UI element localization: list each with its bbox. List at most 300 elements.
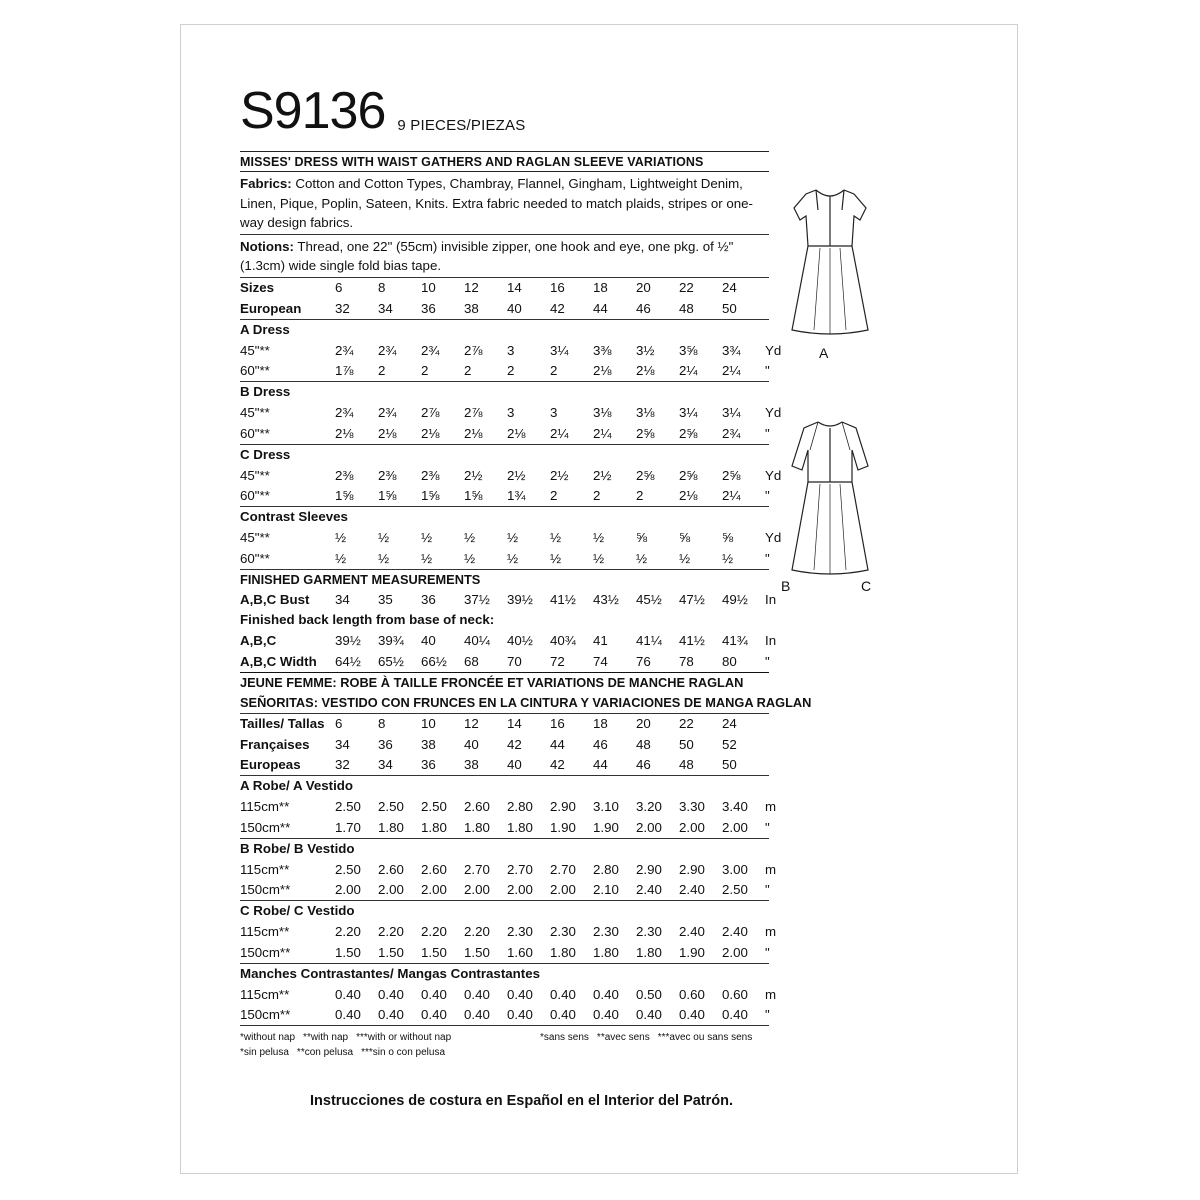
value-cell: 2.00 — [421, 882, 447, 898]
value-cell: 3.30 — [679, 799, 705, 815]
unit-cell: " — [765, 488, 770, 504]
value-cell: 37½ — [464, 592, 490, 608]
value-cell: 2.20 — [335, 924, 361, 940]
value-cell: 1⅞ — [335, 363, 354, 379]
value-cell: 1.50 — [464, 944, 490, 960]
unit-cell: " — [765, 363, 770, 379]
footnote: ***sin o con pelusa — [361, 1047, 446, 1058]
value-cell: 2 — [421, 363, 429, 379]
value-cell: 8 — [378, 280, 386, 296]
value-cell: 2¾ — [335, 405, 354, 421]
row-label: Françaises — [240, 736, 310, 752]
pattern-title: MISSES' DRESS WITH WAIST GATHERS AND RAGLAN SLEEVE VARIATIONS — [240, 151, 769, 172]
value-cell: 2¼ — [722, 488, 741, 504]
value-cell: 3.20 — [636, 799, 662, 815]
notions-label: Notions: — [240, 238, 294, 254]
value-cell: 2¾ — [335, 342, 354, 358]
row-label: 115cm** — [240, 986, 290, 1002]
value-cell: 48 — [636, 736, 651, 752]
section-title: C Robe/ C Vestido — [240, 903, 355, 918]
value-cell: 46 — [636, 757, 651, 773]
yardage-row — [240, 423, 769, 444]
value-cell: 0.40 — [378, 986, 404, 1002]
yardage-row — [240, 548, 769, 569]
footnote: **with nap — [303, 1032, 349, 1043]
value-cell: 2.40 — [679, 882, 705, 898]
footnote: *sin pelusa — [240, 1047, 289, 1058]
value-cell: 2.30 — [636, 924, 662, 940]
value-cell: 32 — [335, 300, 350, 316]
section-title: Contrast Sleeves — [240, 509, 348, 524]
value-cell: 10 — [421, 716, 436, 732]
value-cell: 3¼ — [722, 405, 741, 421]
value-cell: 41¾ — [722, 633, 748, 649]
value-cell: 0.40 — [464, 986, 490, 1002]
pieces-count: 9 PIECES/PIEZAS — [397, 117, 526, 134]
value-cell: 50 — [722, 757, 737, 773]
footnotes-right-line1 — [540, 1030, 769, 1045]
unit-cell: m — [765, 986, 777, 1002]
value-cell: 2.50 — [335, 799, 361, 815]
value-cell: 2 — [464, 363, 472, 379]
yardage-section — [240, 445, 782, 508]
value-cell: 16 — [550, 280, 565, 296]
value-cell: 40 — [507, 757, 522, 773]
value-cell: 38 — [464, 300, 479, 316]
value-cell: ½ — [335, 530, 347, 546]
value-cell: 40 — [464, 736, 479, 752]
value-cell: 3.00 — [722, 861, 748, 877]
value-cell: 2.00 — [679, 819, 705, 835]
fabrics-label: Fabrics: — [240, 176, 292, 191]
value-cell: 2⅝ — [636, 467, 655, 483]
section-title: B Robe/ B Vestido — [240, 840, 355, 856]
value-cell: 2 — [378, 363, 386, 379]
value-cell: 3⅛ — [593, 405, 612, 421]
section-title: Manches Contrastantes/ Mangas Contrastantes — [240, 965, 540, 981]
value-cell: 2⅜ — [335, 467, 354, 483]
value-cell: 1.80 — [464, 819, 490, 835]
value-cell: 2.80 — [593, 861, 619, 877]
value-cell: 68 — [464, 653, 479, 669]
row-label: 60"** — [240, 550, 270, 566]
value-cell: 2.20 — [464, 924, 490, 940]
metric-yardage-row — [240, 880, 769, 901]
row-label: 60"** — [240, 425, 270, 441]
value-cell: 2.40 — [636, 882, 662, 898]
dress-bc-illustration — [780, 410, 880, 580]
value-cell: 20 — [636, 716, 651, 732]
row-label: 60"** — [240, 363, 270, 379]
value-cell: 3⅜ — [593, 342, 612, 358]
value-cell: 34 — [335, 592, 350, 608]
value-cell: 0.40 — [593, 986, 619, 1002]
value-cell: 1.90 — [593, 819, 619, 835]
value-cell: 2.00 — [636, 819, 662, 835]
value-cell: 0.60 — [679, 986, 705, 1002]
yardage-section — [240, 507, 782, 570]
row-label: 45"** — [240, 342, 270, 358]
value-cell: ⅝ — [679, 530, 691, 546]
value-cell: ½ — [421, 530, 433, 546]
value-cell: 2.00 — [722, 819, 748, 835]
value-cell: 47½ — [679, 592, 705, 608]
yardage-row — [240, 465, 782, 486]
value-cell: 34 — [378, 300, 393, 316]
back-length-row — [240, 631, 777, 652]
figure-label-c: C — [861, 578, 872, 594]
row-label: 45"** — [240, 405, 270, 421]
value-cell: 2.60 — [464, 799, 490, 815]
value-cell: 39½ — [507, 592, 533, 608]
value-cell: ½ — [421, 550, 433, 566]
row-label: A,B,C Width — [240, 653, 317, 669]
value-cell: 36 — [378, 736, 393, 752]
value-cell: 0.40 — [550, 986, 576, 1002]
value-cell: 80 — [722, 653, 737, 669]
metric-yardage-table — [240, 776, 777, 1026]
value-cell: ½ — [335, 550, 347, 566]
europeas-row — [240, 755, 769, 776]
value-cell: 2.70 — [464, 861, 490, 877]
header — [240, 82, 769, 140]
metric-yardage-section — [240, 839, 777, 902]
tailles-row — [240, 714, 769, 735]
metric-yardage-section — [240, 964, 777, 1026]
value-cell: 49½ — [722, 592, 748, 608]
section-title: A Robe/ A Vestido — [240, 778, 354, 793]
value-cell: 40¾ — [550, 633, 576, 649]
value-cell: 39¾ — [378, 633, 404, 649]
value-cell: ½ — [507, 550, 519, 566]
value-cell: 2.50 — [335, 861, 361, 877]
metric-yardage-row — [240, 922, 777, 943]
value-cell: 66½ — [421, 653, 447, 669]
value-cell: 24 — [722, 280, 737, 296]
value-cell: 65½ — [378, 653, 404, 669]
value-cell: 2.00 — [550, 882, 576, 898]
value-cell: 3¼ — [679, 405, 698, 421]
row-label: 115cm** — [240, 799, 290, 815]
value-cell: 0.40 — [464, 1007, 490, 1023]
value-cell: 41 — [593, 633, 608, 649]
unit-cell: m — [765, 861, 777, 877]
yardage-section — [240, 320, 782, 383]
footnote: *sans sens — [540, 1032, 589, 1043]
value-cell: ½ — [550, 550, 562, 566]
notions-paragraph — [240, 235, 769, 278]
row-label: A,B,C — [240, 633, 277, 649]
finished-heading: FINISHED GARMENT MEASUREMENTS — [240, 571, 481, 587]
value-cell: 0.40 — [593, 1007, 619, 1023]
value-cell: 48 — [679, 300, 694, 316]
value-cell: 2½ — [593, 467, 612, 483]
value-cell: 22 — [679, 280, 694, 296]
value-cell: 2 — [636, 488, 644, 504]
value-cell: 12 — [464, 280, 479, 296]
value-cell: 0.40 — [722, 1007, 748, 1023]
value-cell: 42 — [550, 300, 565, 316]
dress-a-illustration — [780, 180, 880, 345]
value-cell: ½ — [464, 550, 476, 566]
value-cell: 2.30 — [593, 924, 619, 940]
yardage-row — [240, 340, 782, 361]
value-cell: 18 — [593, 280, 608, 296]
pattern-content — [240, 82, 812, 1060]
value-cell: 40 — [507, 300, 522, 316]
section-title: C Dress — [240, 446, 291, 462]
value-cell: 42 — [550, 757, 565, 773]
unit-cell: " — [765, 882, 770, 898]
unit-cell: " — [765, 944, 770, 960]
value-cell: 3⅛ — [636, 405, 655, 421]
us-yardage-table — [240, 320, 782, 570]
value-cell: 1⅝ — [335, 488, 354, 504]
unit-cell: In — [765, 633, 777, 649]
value-cell: 41½ — [550, 592, 576, 608]
yardage-row — [240, 361, 769, 382]
value-cell: 2¾ — [378, 342, 397, 358]
value-cell: 2.50 — [378, 799, 404, 815]
value-cell: 2⅝ — [636, 425, 655, 441]
value-cell: 1.80 — [550, 944, 576, 960]
value-cell: 0.40 — [335, 986, 361, 1002]
value-cell: ½ — [593, 550, 605, 566]
value-cell: 12 — [464, 716, 479, 732]
value-cell: 2.80 — [507, 799, 533, 815]
value-cell: 41½ — [679, 633, 705, 649]
finished-measurements — [240, 570, 777, 673]
footnotes-left-line1 — [240, 1030, 540, 1045]
value-cell: 2⅝ — [679, 425, 698, 441]
value-cell: 3⅝ — [679, 342, 698, 358]
value-cell: 2.90 — [679, 861, 705, 877]
value-cell: 1.80 — [593, 944, 619, 960]
value-cell: 44 — [593, 757, 608, 773]
value-cell: ½ — [378, 530, 390, 546]
row-label: 60"** — [240, 488, 270, 504]
value-cell: 0.40 — [421, 1007, 447, 1023]
value-cell: 2¾ — [421, 342, 440, 358]
value-cell: 2.00 — [464, 882, 490, 898]
figure-label-a: A — [819, 345, 829, 361]
unit-cell: " — [765, 819, 770, 835]
value-cell: 2⅛ — [421, 425, 440, 441]
row-label: 45"** — [240, 467, 270, 483]
value-cell: 1¾ — [507, 488, 526, 504]
value-cell: 48 — [679, 757, 694, 773]
value-cell: 42 — [507, 736, 522, 752]
value-cell: 2.50 — [722, 882, 748, 898]
yardage-section — [240, 382, 782, 445]
sizes-row — [240, 278, 769, 299]
value-cell: 3¼ — [550, 342, 569, 358]
value-cell: 1.90 — [679, 944, 705, 960]
value-cell: ½ — [593, 530, 605, 546]
footnote: *without nap — [240, 1032, 296, 1043]
francaises-row — [240, 734, 769, 755]
row-label: 150cm** — [240, 882, 291, 898]
unit-cell: Yd — [765, 467, 782, 483]
value-cell: 1.80 — [378, 819, 404, 835]
french-title: JEUNE FEMME: ROBE À TAILLE FRONCÉE ET VARIATIONS DE MANCHE RAGLAN — [240, 674, 744, 690]
value-cell: 1⅝ — [464, 488, 483, 504]
footnote: ***with or without nap — [356, 1032, 452, 1043]
value-cell: 2.60 — [421, 861, 447, 877]
value-cell: 2¼ — [550, 425, 569, 441]
value-cell: 1.50 — [378, 944, 404, 960]
value-cell: 2¼ — [679, 363, 698, 379]
value-cell: 18 — [593, 716, 608, 732]
value-cell: 3.40 — [722, 799, 748, 815]
footnote: **avec sens — [596, 1032, 650, 1043]
value-cell: 2⅞ — [464, 405, 483, 421]
value-cell: 0.40 — [507, 1007, 533, 1023]
unit-cell: In — [765, 592, 777, 608]
value-cell: 2.40 — [679, 924, 705, 940]
footnotes-left-line2 — [240, 1045, 540, 1060]
value-cell: 2.00 — [378, 882, 404, 898]
value-cell: 24 — [722, 716, 737, 732]
value-cell: 1.70 — [335, 819, 361, 835]
value-cell: 2 — [593, 488, 601, 504]
value-cell: 2¾ — [378, 405, 397, 421]
metric-yardage-row — [240, 1005, 769, 1026]
row-label: Europeas — [240, 757, 301, 773]
row-label: 115cm** — [240, 861, 290, 877]
value-cell: 46 — [636, 300, 651, 316]
value-cell: 10 — [421, 280, 436, 296]
row-label: A,B,C Bust — [240, 592, 310, 608]
value-cell: ⅝ — [722, 530, 734, 546]
value-cell: 41¼ — [636, 633, 662, 649]
metric-yardage-section — [240, 776, 777, 839]
value-cell: 2.90 — [550, 799, 576, 815]
value-cell: 0.40 — [421, 986, 447, 1002]
row-label: 150cm** — [240, 1007, 291, 1023]
value-cell: 36 — [421, 757, 436, 773]
value-cell: 2 — [550, 363, 558, 379]
value-cell: 14 — [507, 716, 522, 732]
value-cell: ⅝ — [636, 530, 648, 546]
value-cell: 2⅞ — [421, 405, 440, 421]
value-cell: 39½ — [335, 633, 361, 649]
value-cell: 40½ — [507, 633, 533, 649]
value-cell: 2⅛ — [335, 425, 354, 441]
value-cell: 50 — [722, 300, 737, 316]
value-cell: 44 — [593, 300, 608, 316]
value-cell: 1.80 — [636, 944, 662, 960]
unit-cell: Yd — [765, 530, 782, 546]
value-cell: 2.90 — [636, 861, 662, 877]
bust-row — [240, 590, 777, 611]
value-cell: 2.30 — [507, 924, 533, 940]
value-cell: 3 — [507, 342, 515, 358]
value-cell: ½ — [464, 530, 476, 546]
unit-cell: Yd — [765, 405, 782, 421]
value-cell: 6 — [335, 280, 343, 296]
value-cell: 0.40 — [507, 986, 533, 1002]
value-cell: 76 — [636, 653, 651, 669]
metric-yardage-section — [240, 901, 777, 964]
value-cell: 2⅛ — [464, 425, 483, 441]
yardage-row — [240, 403, 782, 424]
width-row — [240, 651, 769, 672]
value-cell: 2½ — [507, 467, 526, 483]
value-cell: 50 — [679, 736, 694, 752]
fabrics-paragraph — [240, 172, 769, 235]
back-length-label: Finished back length from base of neck: — [240, 612, 495, 627]
value-cell: 8 — [378, 716, 386, 732]
value-cell: 2 — [507, 363, 515, 379]
value-cell: ½ — [636, 550, 648, 566]
value-cell: 2⅞ — [464, 342, 483, 358]
value-cell: 1.60 — [507, 944, 533, 960]
footnotes — [240, 1030, 769, 1060]
row-label: Tailles/ Tallas — [240, 716, 325, 732]
value-cell: 38 — [464, 757, 479, 773]
yardage-row — [240, 486, 769, 507]
metric-yardage-row — [240, 859, 777, 880]
value-cell: 20 — [636, 280, 651, 296]
value-cell: 1⅝ — [378, 488, 397, 504]
footnote: **con pelusa — [296, 1047, 354, 1058]
value-cell: 2⅝ — [722, 467, 741, 483]
value-cell: 0.40 — [679, 1007, 705, 1023]
value-cell: 44 — [550, 736, 565, 752]
value-cell: 14 — [507, 280, 522, 296]
value-cell: 2⅛ — [378, 425, 397, 441]
row-label: 150cm** — [240, 819, 291, 835]
value-cell: 3 — [550, 405, 558, 421]
row-label: 150cm** — [240, 944, 291, 960]
spanish-instructions-note: Instrucciones de costura en Español en el Interior del Patrón. — [310, 1093, 734, 1109]
value-cell: 43½ — [593, 592, 619, 608]
unit-cell: m — [765, 924, 777, 940]
row-label: Sizes — [240, 280, 275, 296]
value-cell: ½ — [722, 550, 734, 566]
value-cell: 2⅛ — [636, 363, 655, 379]
value-cell: 2½ — [550, 467, 569, 483]
value-cell: 34 — [335, 736, 350, 752]
european-row — [240, 298, 769, 319]
value-cell: 40 — [421, 633, 436, 649]
value-cell: 2.20 — [421, 924, 447, 940]
footnotes-left — [240, 1030, 540, 1060]
value-cell: 2¼ — [593, 425, 612, 441]
us-sizes-table — [240, 278, 769, 320]
value-cell: 2⅛ — [679, 488, 698, 504]
value-cell: 2¾ — [722, 425, 741, 441]
row-label: 45"** — [240, 530, 270, 546]
value-cell: 38 — [421, 736, 436, 752]
value-cell: 2 — [550, 488, 558, 504]
spanish-title: SEÑORITAS: VESTIDO CON FRUNCES EN LA CINTURA Y VARIACIONES DE MANGA RAGLAN — [240, 693, 769, 714]
value-cell: 1⅝ — [421, 488, 440, 504]
footnotes-right — [540, 1030, 769, 1060]
value-cell: ½ — [550, 530, 562, 546]
value-cell: 0.40 — [636, 1007, 662, 1023]
value-cell: 1.50 — [335, 944, 361, 960]
value-cell: 1.50 — [421, 944, 447, 960]
value-cell: 36 — [421, 592, 436, 608]
value-cell: 3.10 — [593, 799, 619, 815]
value-cell: 64½ — [335, 653, 361, 669]
value-cell: 34 — [378, 757, 393, 773]
footnote: ***avec ou sans sens — [657, 1032, 753, 1043]
value-cell: ½ — [679, 550, 691, 566]
value-cell: ½ — [507, 530, 519, 546]
